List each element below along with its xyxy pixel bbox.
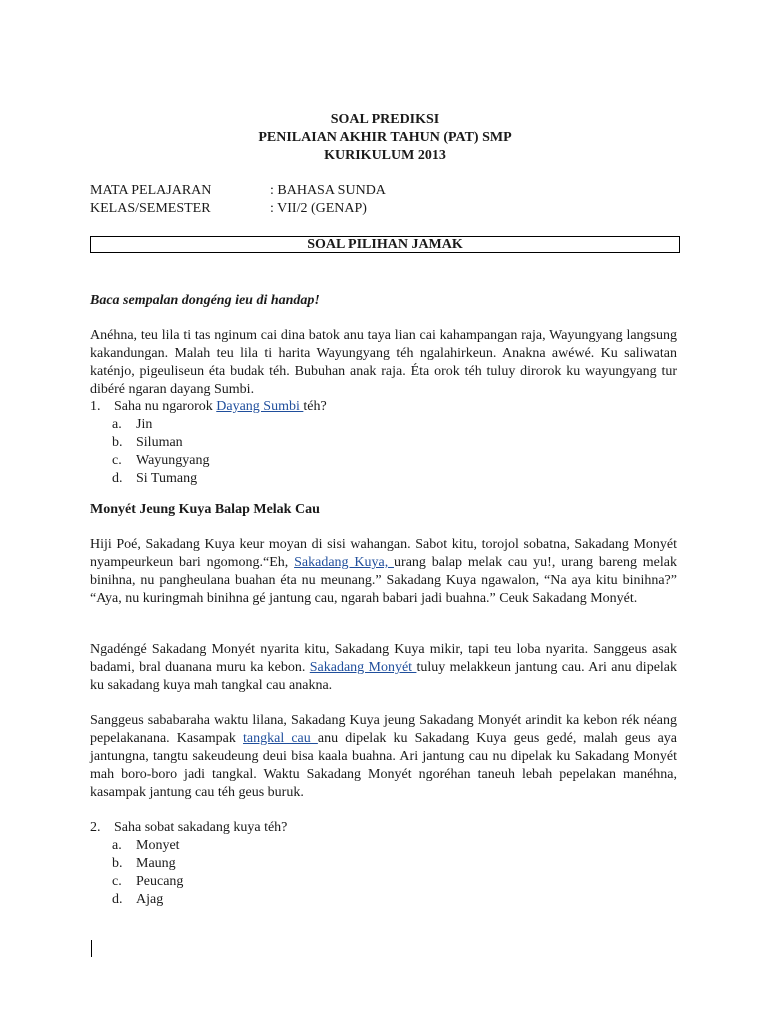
title-line-2: PENILAIAN AKHIR TAHUN (PAT) SMP <box>258 130 512 145</box>
option-text: Siluman <box>136 435 183 450</box>
question-2-option-b[interactable] <box>112 855 183 873</box>
question-1-text-before: Saha nu ngarorok <box>114 399 217 414</box>
question-1 <box>90 398 680 416</box>
option-text: Si Tumang <box>136 471 198 486</box>
passage-3 <box>90 641 677 695</box>
passage-4-link[interactable]: tangkal cau <box>243 731 318 746</box>
question-1-link[interactable]: Dayang Sumbi <box>216 399 304 414</box>
question-1-option-c[interactable] <box>112 452 210 470</box>
subject-value: : BAHASA SUNDA <box>270 183 386 198</box>
subject-label: MATA PELAJARAN <box>90 183 212 198</box>
question-2-number: 2. <box>90 820 101 835</box>
question-1-number: 1. <box>90 399 101 414</box>
option-text: Monyet <box>136 838 180 853</box>
title-line-3: KURIKULUM 2013 <box>324 148 446 163</box>
passage-2 <box>90 536 677 608</box>
question-2-option-a[interactable] <box>112 837 183 855</box>
option-letter: a. <box>112 838 122 853</box>
instruction: Baca sempalan dongéng ieu di handap! <box>90 293 320 308</box>
question-2-options <box>112 837 183 909</box>
story-title: Monyét Jeung Kuya Balap Melak Cau <box>90 502 320 517</box>
passage-3-link[interactable]: Sakadang Monyét <box>309 660 417 675</box>
passage-1-text: Anéhna, teu lila ti tas nginum cai dina batok anu taya lian cai kahampangan raja, Wayungyang langsung kakandungan. Malah teu lila ti harita Wayungyang téh ngalahirkeun. Anakna awéwé. Ku saliwatan katénjo, pigeuliseun éta budak téh. Bubuhan anak raja. Éta orok téh tuluy dirorok ku wayungyang tur dibéré ngaran dayang Sumbi. <box>90 328 677 397</box>
option-letter: b. <box>112 435 123 450</box>
class-label: KELAS/SEMESTER <box>90 201 211 216</box>
question-1-option-b[interactable] <box>112 434 210 452</box>
option-text: Ajag <box>136 892 164 907</box>
option-text: Jin <box>136 417 153 432</box>
option-letter: d. <box>112 892 123 907</box>
passage-4 <box>90 712 677 802</box>
section-title-box: SOAL PILIHAN JAMAK <box>90 236 680 253</box>
passage-1 <box>90 327 677 399</box>
passage-2-after: urang balap melak cau yu!, urang bareng melak binihna, nu pangheulana buahan éta nu meunang.” Sakadang Kuya ngawalon, “Na aya kitu binihna?” “Aya, nu kuringmah binihna gé jantung cau, ngarah babari jadi buahna.” Ceuk Sakadang Monyét. <box>90 555 677 606</box>
question-1-options <box>112 416 210 488</box>
passage-4-after: anu dipelak ku Sakadang Kuya geus gedé, malah geus aya jantungna, tangtu sakeudeung deui bisa kaala buahna. Ari jantung cau nu dipelak ku Sakadang Monyét mah boro-boro jadi tangkal. Waktu Sakadang Monyét ngoréhan taneuh lebah pepelakan manéhna, kasampak jantung cau téh geus buruk. <box>90 731 677 800</box>
question-1-option-a[interactable] <box>112 416 210 434</box>
option-letter: a. <box>112 417 122 432</box>
question-2-option-c[interactable] <box>112 873 183 891</box>
title-line-1: SOAL PREDIKSI <box>330 112 440 127</box>
question-1-text-after: téh? <box>303 399 327 414</box>
passage-2-link[interactable]: Sakadang Kuya, <box>294 555 395 570</box>
option-text: Peucang <box>136 874 184 889</box>
option-letter: b. <box>112 856 123 871</box>
passage-2-before: Hiji Poé, Sakadang Kuya keur moyan di sisi wahangan. Sabot kitu, torojol sobatna, Sakadang Monyét nyampeurkeun bari ngomong.“Eh, <box>90 537 677 570</box>
option-letter: c. <box>112 453 122 468</box>
question-2-option-d[interactable] <box>112 891 183 909</box>
passage-3-after: tuluy melakkeun jantung cau. Ari anu dipelak ku sakadang kuya mah tangkal cau anakna. <box>90 660 678 693</box>
option-letter: c. <box>112 874 122 889</box>
passage-3-before: Ngadéngé Sakadang Monyét nyarita kitu, Sakadang Kuya mikir, tapi teu loba nyarita. Sanggeus asak badami, bral duanana muru ka kebon. <box>90 642 677 675</box>
question-2-text: Saha sobat sakadang kuya téh? <box>114 820 288 835</box>
option-letter: d. <box>112 471 123 486</box>
question-1-option-d[interactable] <box>112 470 210 488</box>
option-text: Maung <box>136 856 176 871</box>
question-2 <box>90 819 680 837</box>
text-cursor <box>91 940 92 957</box>
option-text: Wayungyang <box>136 453 210 468</box>
class-value: : VII/2 (GENAP) <box>270 201 367 216</box>
passage-4-before: Sanggeus sababaraha waktu lilana, Sakadang Kuya jeung Sakadang Monyét arindit ka kebon rék néang pepelakanana. Kasampak <box>90 713 677 746</box>
